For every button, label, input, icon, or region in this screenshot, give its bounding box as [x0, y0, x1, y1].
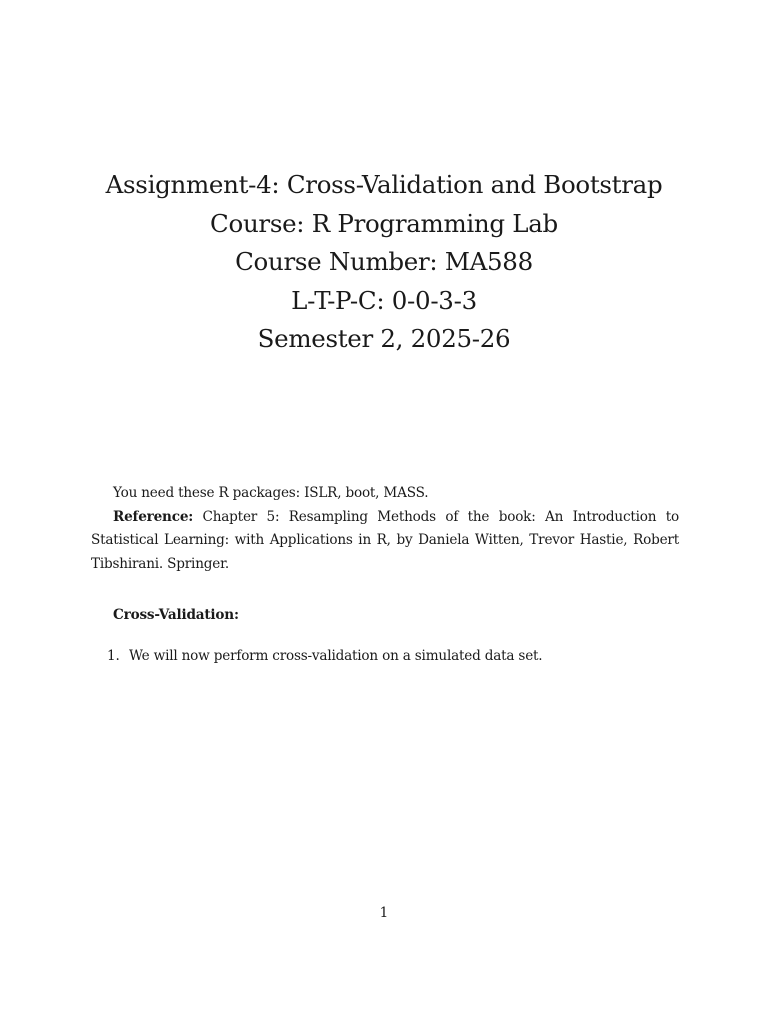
reference-label: Reference:	[113, 508, 194, 525]
title-block	[0, 166, 768, 359]
list-item	[107, 648, 542, 664]
course-name: Course: R Programming Lab	[210, 208, 558, 238]
assignment-title: Assignment-4: Cross-Validation and Bootstrap	[105, 170, 663, 199]
page-number: 1	[379, 905, 389, 921]
reference-paragraph	[91, 506, 679, 577]
semester-line: Semester 2, 2025-26	[257, 324, 511, 353]
course-number: Course Number: MA588	[235, 247, 533, 276]
intro-section	[91, 482, 679, 576]
list-item-number: 1.	[107, 648, 120, 664]
packages-text: You need these R packages: ISLR, boot, MASS.	[113, 485, 429, 501]
section-heading: Cross-Validation:	[113, 607, 239, 623]
ltpc-line: L-T-P-C: 0-0-3-3	[291, 285, 477, 315]
reference-text: Chapter 5: Resampling Methods of the book: An Introduction to Statistical Learning: with Applications in R, by Daniela Witten, Trevor Hastie, Robert Tibshirani. Springer.	[91, 508, 679, 572]
list-item-text: We will now perform cross-validation on a simulated data set.	[129, 648, 543, 664]
